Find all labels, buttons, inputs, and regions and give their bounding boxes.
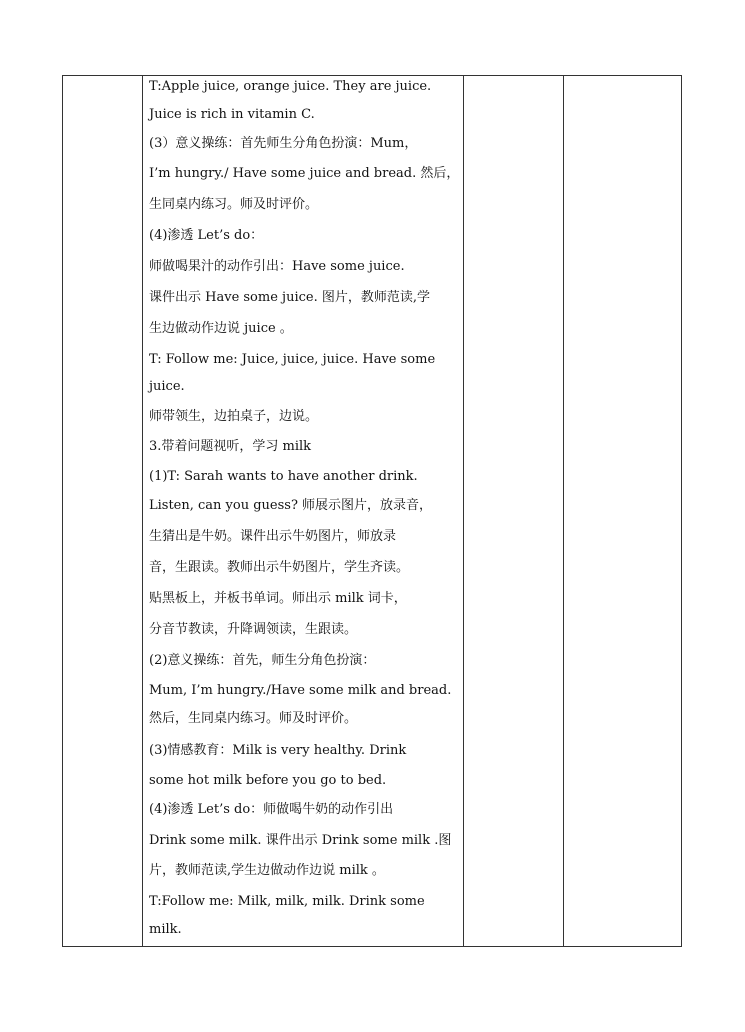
column-divider-2 [463,76,464,946]
column-divider-3 [563,76,564,946]
text-line: (3)情感教育：Milk is very healthy. Drink [149,743,407,758]
text-line: Juice is rich in vitamin C. [149,107,315,122]
text-line: I’m hungry./ Have some juice and bread. 然后， [149,166,460,181]
text-line: Listen, can you guess? 师展示图片，放录音， [149,498,433,513]
text-line: juice. [149,379,185,394]
text-line: some hot milk before you go to bed. [149,773,387,788]
text-line: 课件出示 Have some juice. 图片，教师范读,学 [149,290,430,305]
text-line: 音，生跟读。教师出示牛奶图片，学生齐读。 [149,560,410,575]
text-line: 贴黑板上，并板书单词。师出示 milk 词卡， [149,591,407,606]
text-line: (4)渗透 Let’s do： [149,228,264,243]
text-line: 生猜出是牛奶。课件出示牛奶图片，师放录 [149,529,397,544]
text-line: (1)T: Sarah wants to have another drink. [149,469,418,484]
text-line: (4)渗透 Let’s do：师做喝牛奶的动作引出 [149,802,394,817]
text-line: 3.带着问题视听，学习 milk [149,439,312,454]
text-line: 生边做动作边说 juice 。 [149,321,293,336]
text-line: 分音节教读，升降调领读，生跟读。 [149,622,358,637]
text-line: T:Follow me: Milk, milk, milk. Drink some [149,894,425,909]
text-line: 生同桌内练习。师及时评价。 [149,197,319,212]
text-line: 师做喝果汁的动作引出：Have some juice. [149,259,405,274]
text-line: Mum, I’m hungry./Have some milk and bread. [149,683,452,698]
text-line: Drink some milk. 课件出示 Drink some milk .图 [149,833,452,848]
text-line: (3）意义操练：首先师生分角色扮演：Mum， [149,136,418,151]
column-divider-1 [142,76,143,946]
text-line: 然后，生同桌内练习。师及时评价。 [149,711,358,726]
text-line: 师带领生，边拍桌子，边说。 [149,409,319,424]
text-line: (2)意义操练：首先，师生分角色扮演： [149,653,376,668]
text-line: T: Follow me: Juice, juice, juice. Have some [149,352,436,367]
text-line: T:Apple juice, orange juice. They are juice. [149,79,432,94]
text-line: 片，教师范读,学生边做动作边说 milk 。 [149,863,385,878]
text-line: milk. [149,922,182,937]
